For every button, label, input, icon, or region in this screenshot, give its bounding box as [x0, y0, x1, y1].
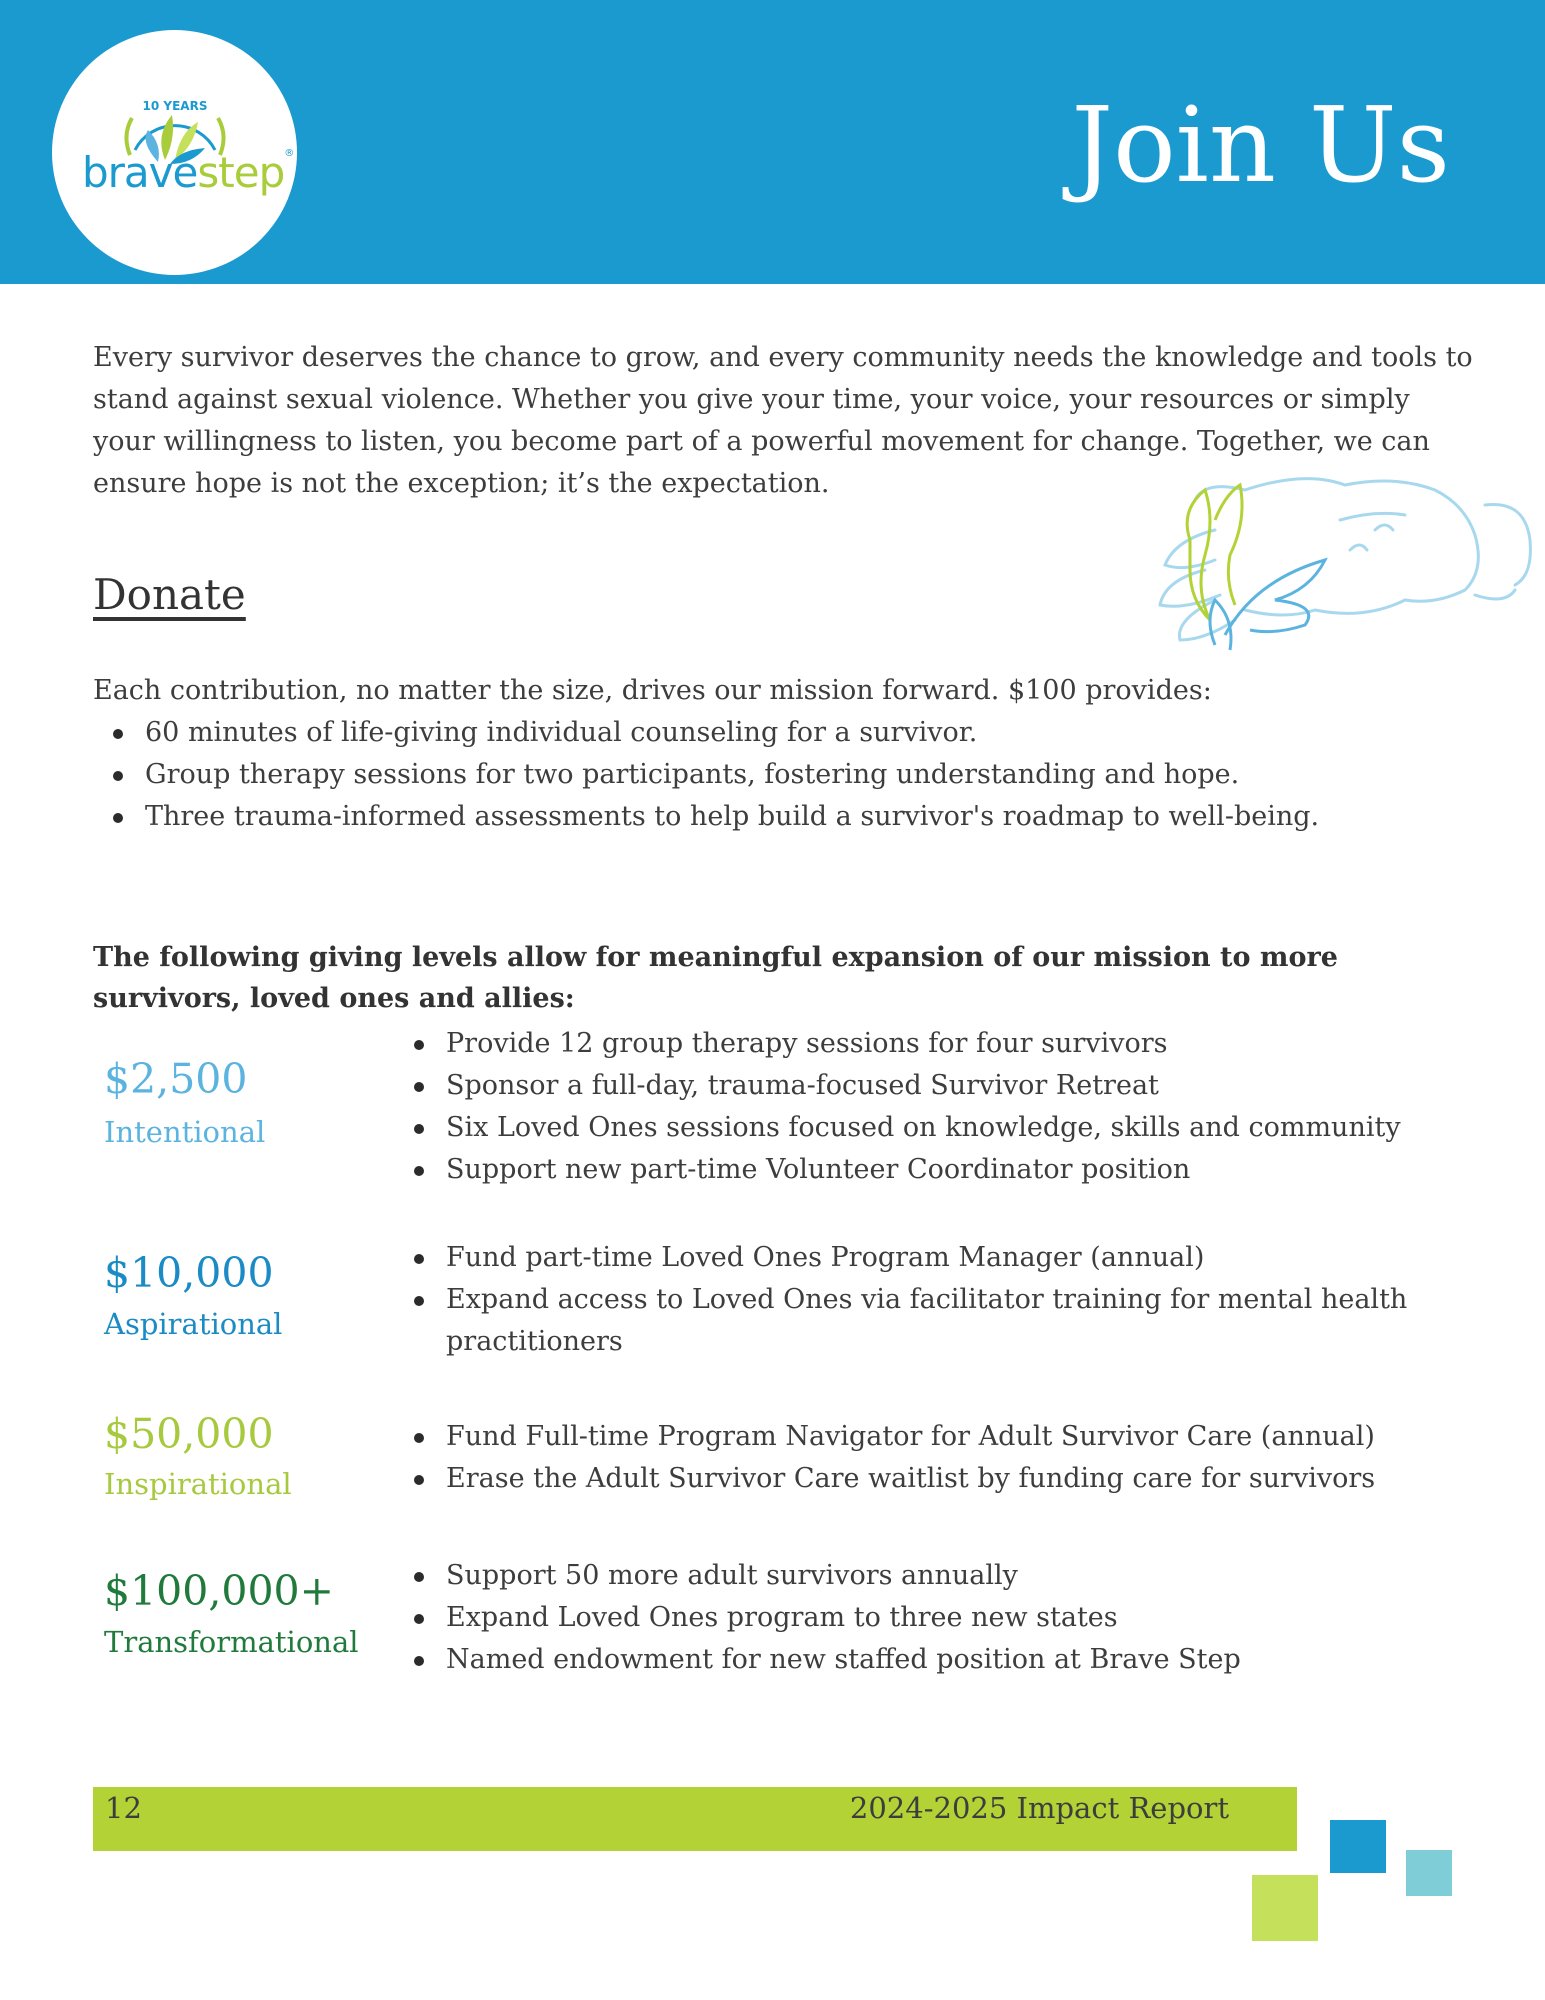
footer-bar [93, 1787, 1297, 1851]
page-number: 12 [105, 1791, 142, 1825]
square-green [1252, 1875, 1318, 1941]
logo-wordmark [82, 148, 293, 197]
level-list [446, 1416, 1476, 1500]
level-amount: $100,000+ [104, 1567, 334, 1615]
list-item: Three trauma-informed assessments to help build a survivor's roadmap to well-being. [145, 796, 1445, 838]
levels-intro: The following giving levels allow for meaningful expansion of our mission to more survivors, loved ones and allies: [93, 942, 1338, 1014]
logo-badge-text: 10 YEARS [142, 99, 208, 113]
level-amount: $10,000 [104, 1249, 274, 1297]
intro-paragraph: Every survivor deserves the chance to grow, and every community needs the knowledge and tools to stand against sexual violence. Whether you give your time, your voice, your resources or simply your willingness to listen, you become part of a powerful movement for change. Together, we can ensure hope is not the exception; it’s the expectation. [93, 342, 1473, 499]
header-band [0, 0, 1545, 284]
level-list [446, 1555, 1476, 1681]
level-amount: $2,500 [104, 1055, 248, 1103]
list-item: Sponsor a full-day, trauma-focused Survivor Retreat [446, 1065, 1476, 1107]
list-item: Group therapy sessions for two participants, fostering understanding and hope. [145, 754, 1445, 796]
level-name: Transformational [104, 1625, 359, 1659]
list-item: Erase the Adult Survivor Care waitlist by funding care for survivors [446, 1458, 1476, 1500]
logo-word-brave: brave [82, 148, 198, 197]
list-item: Six Loved Ones sessions focused on knowledge, skills and community [446, 1107, 1476, 1149]
level-name: Inspirational [104, 1467, 292, 1501]
list-item: Expand Loved Ones program to three new states [446, 1597, 1476, 1639]
level-list [446, 1237, 1476, 1363]
donate-heading: Donate [93, 570, 246, 619]
level-name: Aspirational [104, 1307, 283, 1341]
logo-word-step: step [197, 148, 285, 197]
level-list [446, 1023, 1476, 1191]
square-teal [1406, 1850, 1452, 1896]
list-item: Support 50 more adult survivors annually [446, 1555, 1476, 1597]
donate-lead: Each contribution, no matter the size, drives our mission forward. $100 provides: [93, 675, 1212, 706]
list-item: Provide 12 group therapy sessions for four survivors [446, 1023, 1476, 1065]
list-item: Fund Full-time Program Navigator for Adult Survivor Care (annual) [446, 1416, 1476, 1458]
level-amount: $50,000 [104, 1410, 274, 1458]
donate-list [145, 712, 1445, 838]
list-item: Fund part-time Loved Ones Program Manager (annual) [446, 1237, 1476, 1279]
list-item: 60 minutes of life-giving individual counseling for a survivor. [145, 712, 1445, 754]
bravestep-logo [52, 30, 297, 275]
report-title: 2024-2025 Impact Report [849, 1791, 1229, 1825]
level-name: Intentional [104, 1115, 266, 1149]
logo-registered-mark: ® [284, 148, 294, 159]
list-item: Named endowment for new staffed position at Brave Step [446, 1639, 1476, 1681]
list-item: Support new part-time Volunteer Coordinator position [446, 1149, 1476, 1191]
page-title: Join Us [1071, 84, 1450, 206]
square-blue [1330, 1820, 1386, 1873]
hand-wings-illustration-icon [1135, 460, 1535, 670]
list-item: Expand access to Loved Ones via facilitator training for mental health practitioners [446, 1279, 1476, 1363]
